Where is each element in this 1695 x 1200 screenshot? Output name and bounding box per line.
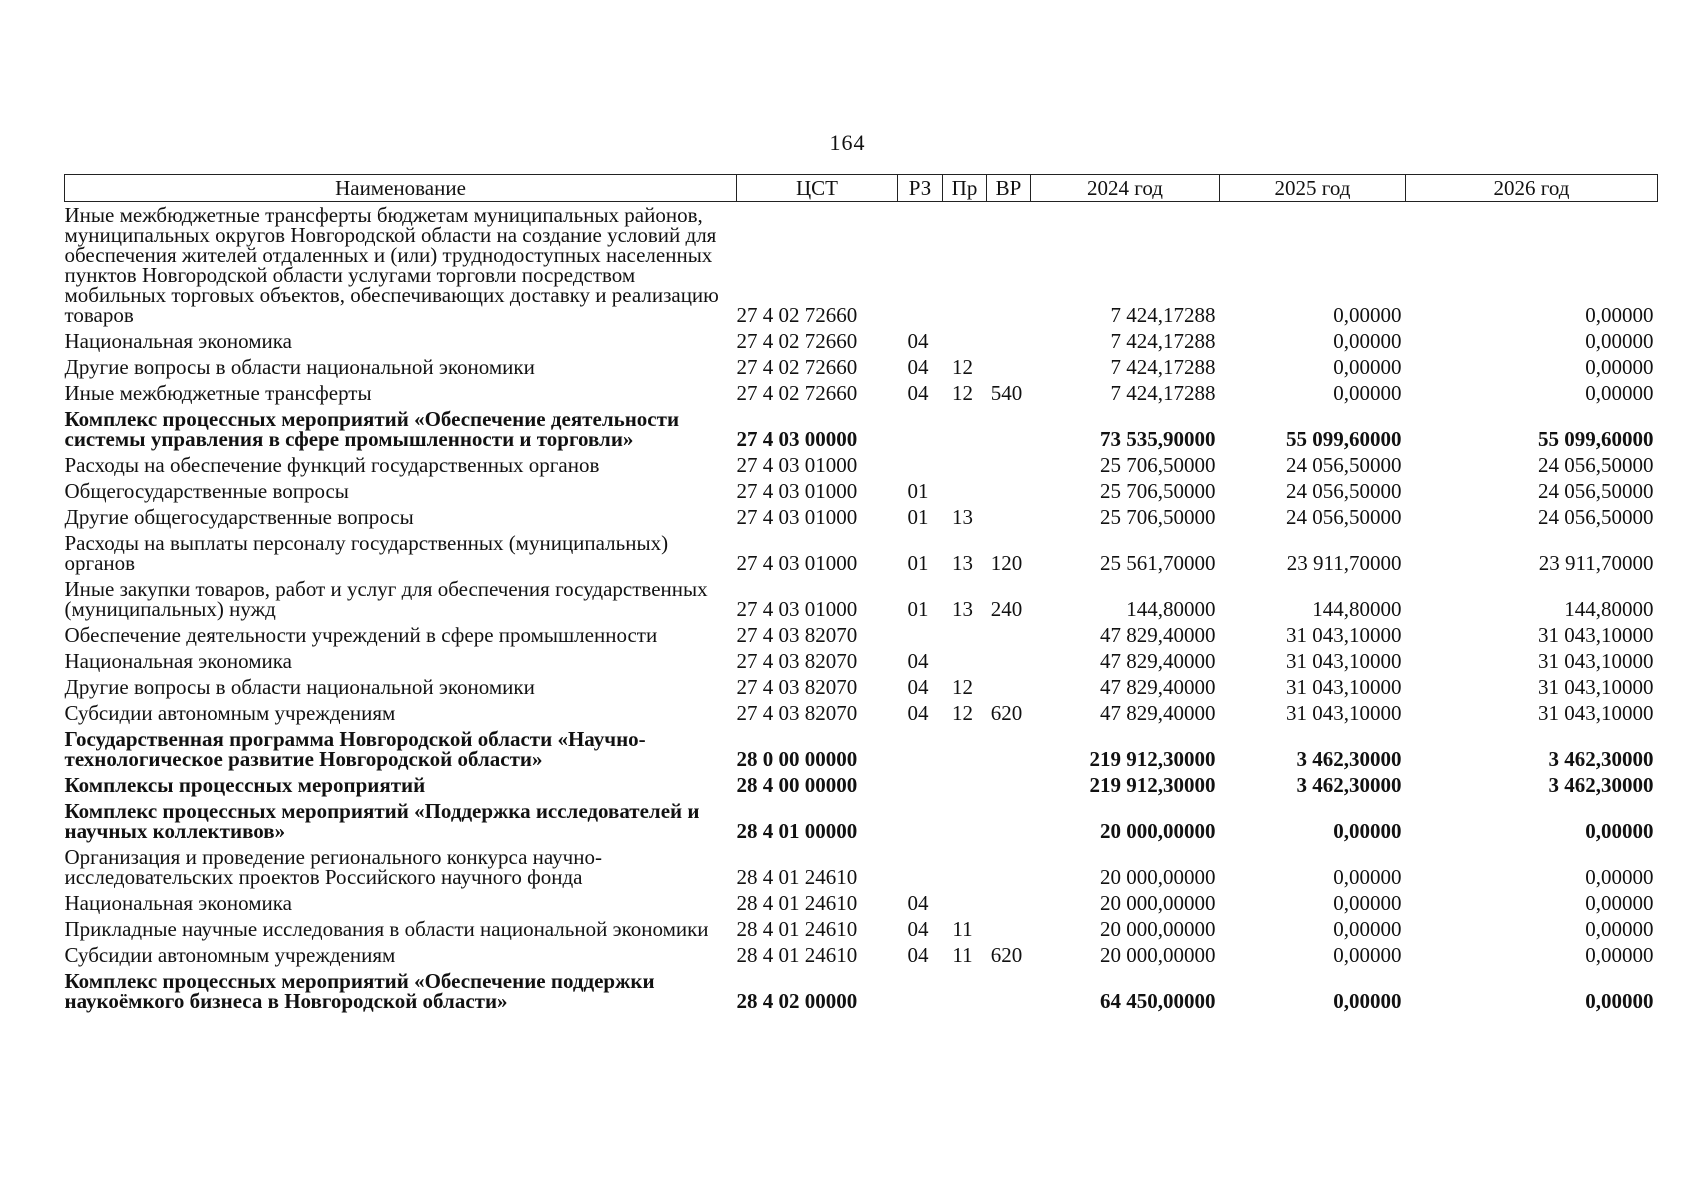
cell-2025: 0,00000 (1333, 329, 1402, 353)
cell-rz: 04 (907, 943, 929, 967)
cell-2026: 31 043,10000 (1538, 701, 1654, 725)
cell-cst: 27 4 03 82070 (736, 649, 858, 673)
cell-pr (943, 772, 987, 798)
cell-rz (898, 772, 943, 798)
cell-vr (987, 648, 1031, 674)
cell-name: Субсидии автономным учреждениям (64, 943, 396, 967)
cell-pr: 13 (952, 597, 973, 621)
cell-2024: 7 424,17288 (1110, 355, 1216, 379)
cell-name: Иные закупки товаров, работ и услуг для обеспечения государственных (муниципальных) нужд (64, 577, 708, 621)
cell-2026: 0,00000 (1585, 819, 1654, 843)
table-row (65, 772, 1658, 798)
cell-cst: 27 4 02 72660 (736, 329, 858, 353)
cell-vr: 540 (990, 381, 1023, 405)
cell-2026: 0,00000 (1585, 943, 1654, 967)
cell-name: Расходы на выплаты персоналу государственных (муниципальных) органов (64, 531, 669, 575)
cell-2024: 64 450,00000 (1100, 989, 1216, 1013)
cell-vr (987, 674, 1031, 700)
cell-cst: 28 4 01 24610 (736, 943, 858, 967)
cell-cst: 27 4 03 82070 (736, 675, 858, 699)
cell-2025: 31 043,10000 (1286, 649, 1402, 673)
cell-cst: 28 4 01 24610 (736, 865, 858, 889)
cell-2024: 20 000,00000 (1100, 865, 1216, 889)
table-row (65, 354, 1658, 380)
cell-pr: 12 (952, 675, 973, 699)
cell-2025: 0,00000 (1333, 943, 1402, 967)
cell-2026: 0,00000 (1585, 381, 1654, 405)
cell-pr (943, 798, 987, 844)
cell-pr (943, 328, 987, 354)
cell-name: Национальная экономика (64, 891, 292, 915)
cell-2026: 23 911,70000 (1538, 551, 1654, 575)
cell-vr: 620 (990, 943, 1023, 967)
cell-pr: 12 (952, 355, 973, 379)
cell-name: Национальная экономика (64, 649, 292, 673)
cell-rz: 01 (907, 505, 929, 529)
cell-2026: 3 462,30000 (1548, 773, 1654, 797)
cell-cst: 27 4 03 01000 (736, 597, 858, 621)
cell-pr: 13 (952, 505, 973, 529)
cell-2024: 20 000,00000 (1100, 891, 1216, 915)
table-row (65, 942, 1658, 968)
cell-name: Прикладные научные исследования в области национальной экономики (64, 917, 709, 941)
cell-name: Расходы на обеспечение функций государственных органов (64, 453, 600, 477)
cell-cst: 28 4 01 24610 (736, 917, 858, 941)
cell-2025: 0,00000 (1333, 303, 1402, 327)
cell-2024: 7 424,17288 (1110, 303, 1216, 327)
cell-name: Другие вопросы в области национальной экономики (64, 675, 535, 699)
cell-rz: 04 (907, 701, 929, 725)
cell-pr: 12 (952, 381, 973, 405)
cell-2024: 20 000,00000 (1100, 819, 1216, 843)
cell-2025: 31 043,10000 (1286, 623, 1402, 647)
cell-rz (898, 844, 943, 890)
cell-2026: 0,00000 (1585, 891, 1654, 915)
cell-name: Национальная экономика (64, 329, 292, 353)
table-row (65, 478, 1658, 504)
cell-name: Комплексы процессных мероприятий (64, 773, 426, 797)
cell-cst: 28 4 01 00000 (736, 819, 858, 843)
cell-cst: 28 4 02 00000 (736, 989, 858, 1013)
cell-2025: 144,80000 (1312, 597, 1402, 621)
table-row (65, 968, 1658, 1014)
cell-2025: 31 043,10000 (1286, 701, 1402, 725)
cell-cst: 28 4 01 24610 (736, 891, 858, 915)
cell-pr (943, 968, 987, 1014)
cell-rz: 04 (907, 355, 929, 379)
cell-2025: 0,00000 (1333, 819, 1402, 843)
table-row (65, 380, 1658, 406)
header-2025: 2025 год (1220, 175, 1406, 202)
cell-rz: 04 (907, 649, 929, 673)
cell-2026: 3 462,30000 (1548, 747, 1654, 771)
cell-cst: 27 4 02 72660 (736, 381, 858, 405)
table-row (65, 916, 1658, 942)
cell-pr (943, 844, 987, 890)
table-row (65, 700, 1658, 726)
table-header (65, 175, 1658, 202)
cell-pr (943, 648, 987, 674)
header-cst: ЦСТ (737, 175, 898, 202)
cell-vr (987, 726, 1031, 772)
table-row (65, 844, 1658, 890)
cell-cst: 27 4 03 01000 (736, 551, 858, 575)
cell-vr (987, 968, 1031, 1014)
cell-rz: 01 (907, 551, 929, 575)
table-row (65, 890, 1658, 916)
cell-2024: 144,80000 (1126, 597, 1216, 621)
cell-name: Иные межбюджетные трансферты бюджетам муниципальных районов, муниципальных округов Новгородской области на создание условий для обеспечения жителей отдаленных и (или) труднодоступных населенных пунктов Новгородской области услугами торговли посредством мобильных торговых объектов, обеспечивающих доставку и реализацию товаров (64, 203, 719, 327)
table-body (65, 202, 1658, 1015)
cell-pr (943, 622, 987, 648)
cell-rz (898, 406, 943, 452)
cell-name: Обеспечение деятельности учреждений в сфере промышленности (64, 623, 658, 647)
table-row (65, 452, 1658, 478)
cell-vr (987, 798, 1031, 844)
cell-2025: 0,00000 (1333, 355, 1402, 379)
header-2024: 2024 год (1031, 175, 1220, 202)
cell-2026: 0,00000 (1585, 989, 1654, 1013)
cell-2024: 219 912,30000 (1089, 747, 1216, 771)
cell-name: Общегосударственные вопросы (64, 479, 349, 503)
cell-vr (987, 916, 1031, 942)
cell-2024: 47 829,40000 (1100, 649, 1216, 673)
cell-cst: 27 4 03 01000 (736, 479, 858, 503)
cell-vr: 620 (990, 701, 1023, 725)
cell-rz: 04 (907, 329, 929, 353)
cell-2026: 144,80000 (1564, 597, 1654, 621)
cell-cst: 27 4 03 00000 (736, 427, 858, 451)
cell-2025: 0,00000 (1333, 989, 1402, 1013)
cell-2025: 0,00000 (1333, 865, 1402, 889)
cell-pr (943, 726, 987, 772)
cell-2025: 31 043,10000 (1286, 675, 1402, 699)
cell-2024: 25 561,70000 (1100, 551, 1216, 575)
table-row (65, 798, 1658, 844)
cell-rz: 04 (907, 891, 929, 915)
cell-2024: 25 706,50000 (1100, 505, 1216, 529)
cell-name: Государственная программа Новгородской области «Научно-технологическое развитие Новгородской области» (64, 727, 646, 771)
cell-vr (987, 452, 1031, 478)
cell-2026: 0,00000 (1585, 355, 1654, 379)
table-row (65, 622, 1658, 648)
cell-pr (943, 406, 987, 452)
cell-vr (987, 354, 1031, 380)
cell-2026: 24 056,50000 (1538, 479, 1654, 503)
cell-vr (987, 622, 1031, 648)
budget-table (64, 174, 1658, 1014)
cell-2024: 20 000,00000 (1100, 917, 1216, 941)
cell-2024: 47 829,40000 (1100, 623, 1216, 647)
header-name: Наименование (65, 175, 737, 202)
cell-2025: 0,00000 (1333, 891, 1402, 915)
table-row (65, 202, 1658, 329)
cell-name: Комплекс процессных мероприятий «Поддержка исследователей и научных коллективов» (64, 799, 700, 843)
header-pr: Пр (943, 175, 987, 202)
cell-2026: 0,00000 (1585, 329, 1654, 353)
cell-name: Субсидии автономным учреждениям (64, 701, 396, 725)
cell-cst: 28 0 00 00000 (736, 747, 858, 771)
cell-name: Другие вопросы в области национальной экономики (64, 355, 535, 379)
cell-name: Другие общегосударственные вопросы (64, 505, 414, 529)
cell-cst: 27 4 02 72660 (736, 355, 858, 379)
cell-vr (987, 772, 1031, 798)
cell-name: Комплекс процессных мероприятий «Обеспечение поддержки наукоёмкого бизнеса в Новгородской области» (64, 969, 655, 1013)
cell-pr (943, 478, 987, 504)
table-row (65, 406, 1658, 452)
cell-pr: 11 (952, 943, 973, 967)
cell-2024: 73 535,90000 (1100, 427, 1216, 451)
cell-pr: 13 (952, 551, 973, 575)
cell-vr (987, 478, 1031, 504)
cell-rz (898, 798, 943, 844)
cell-name: Комплекс процессных мероприятий «Обеспечение деятельности системы управления в сфере промышленности и торговли» (64, 407, 680, 451)
header-vr: ВР (987, 175, 1031, 202)
cell-rz (898, 726, 943, 772)
cell-vr (987, 328, 1031, 354)
cell-cst: 28 4 00 00000 (736, 773, 858, 797)
cell-2024: 7 424,17288 (1110, 381, 1216, 405)
cell-2025: 24 056,50000 (1286, 453, 1402, 477)
cell-cst: 27 4 03 82070 (736, 623, 858, 647)
cell-vr (987, 202, 1031, 329)
cell-vr: 240 (990, 597, 1023, 621)
cell-2025: 0,00000 (1333, 381, 1402, 405)
table-row (65, 328, 1658, 354)
table-row (65, 726, 1658, 772)
cell-rz (898, 968, 943, 1014)
cell-2024: 47 829,40000 (1100, 701, 1216, 725)
table-row (65, 504, 1658, 530)
cell-cst: 27 4 02 72660 (736, 303, 858, 327)
cell-2026: 24 056,50000 (1538, 453, 1654, 477)
cell-pr: 12 (952, 701, 973, 725)
cell-2026: 0,00000 (1585, 865, 1654, 889)
cell-vr (987, 890, 1031, 916)
cell-rz: 01 (907, 597, 929, 621)
cell-2024: 25 706,50000 (1100, 479, 1216, 503)
cell-rz (898, 622, 943, 648)
table-row (65, 674, 1658, 700)
cell-2024: 20 000,00000 (1100, 943, 1216, 967)
cell-pr (943, 890, 987, 916)
cell-rz (898, 202, 943, 329)
cell-2025: 0,00000 (1333, 917, 1402, 941)
cell-vr (987, 406, 1031, 452)
cell-cst: 27 4 03 01000 (736, 453, 858, 477)
cell-2024: 219 912,30000 (1089, 773, 1216, 797)
cell-pr (943, 452, 987, 478)
cell-cst: 27 4 03 01000 (736, 505, 858, 529)
table-row (65, 648, 1658, 674)
cell-rz: 01 (907, 479, 929, 503)
cell-vr: 120 (990, 551, 1023, 575)
cell-pr (943, 202, 987, 329)
cell-2026: 31 043,10000 (1538, 675, 1654, 699)
table-row (65, 576, 1658, 622)
table-row (65, 530, 1658, 576)
cell-2024: 25 706,50000 (1100, 453, 1216, 477)
cell-rz: 04 (907, 381, 929, 405)
cell-2025: 3 462,30000 (1296, 773, 1402, 797)
cell-2025: 24 056,50000 (1286, 505, 1402, 529)
cell-rz: 04 (907, 675, 929, 699)
cell-2024: 47 829,40000 (1100, 675, 1216, 699)
cell-name: Иные межбюджетные трансферты (64, 381, 372, 405)
cell-cst: 27 4 03 82070 (736, 701, 858, 725)
cell-2025: 24 056,50000 (1286, 479, 1402, 503)
cell-name: Организация и проведение регионального конкурса научно-исследовательских проектов Российского научного фонда (64, 845, 602, 889)
cell-2025: 23 911,70000 (1286, 551, 1402, 575)
cell-2025: 55 099,60000 (1286, 427, 1402, 451)
cell-2026: 55 099,60000 (1538, 427, 1654, 451)
cell-rz: 04 (907, 917, 929, 941)
cell-2026: 31 043,10000 (1538, 623, 1654, 647)
cell-pr: 11 (952, 917, 973, 941)
cell-2025: 3 462,30000 (1296, 747, 1402, 771)
header-2026: 2026 год (1406, 175, 1658, 202)
cell-2026: 24 056,50000 (1538, 505, 1654, 529)
cell-2026: 31 043,10000 (1538, 649, 1654, 673)
cell-2026: 0,00000 (1585, 917, 1654, 941)
header-rz: РЗ (898, 175, 943, 202)
cell-rz (898, 452, 943, 478)
cell-vr (987, 504, 1031, 530)
cell-2024: 7 424,17288 (1110, 329, 1216, 353)
cell-2026: 0,00000 (1585, 303, 1654, 327)
cell-vr (987, 844, 1031, 890)
page-number: 164 (829, 130, 866, 155)
